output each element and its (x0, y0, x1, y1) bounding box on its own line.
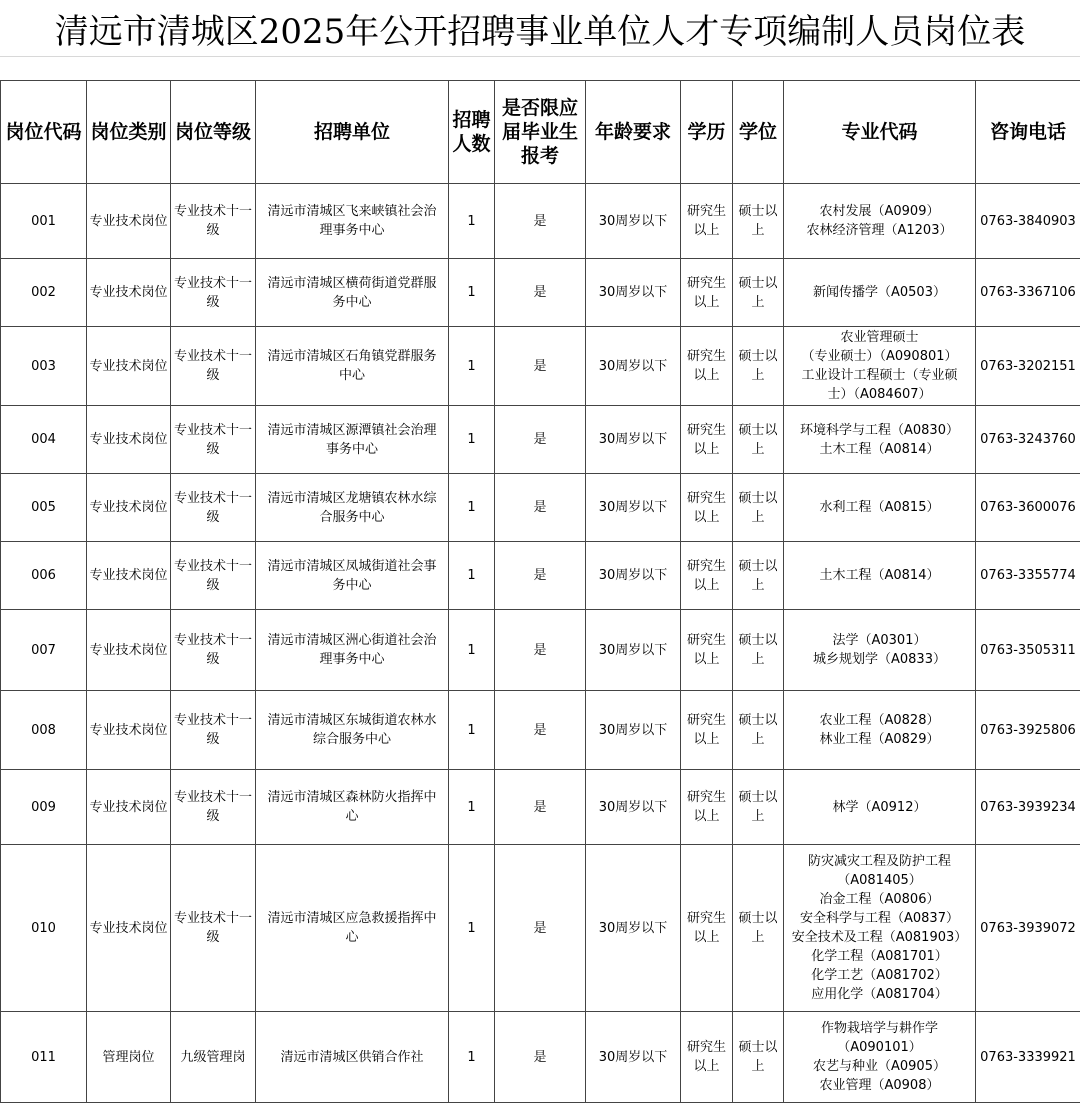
major-code-cell (784, 474, 976, 542)
position-level-cell: 专业技术十一级 (171, 542, 256, 610)
major-line: 农村发展（A0909） (786, 202, 973, 221)
major-code-cell (784, 406, 976, 474)
age-requirement-cell: 30周岁以下 (586, 845, 681, 1012)
hiring-unit-cell: 清远市清城区横荷街道党群服务中心 (256, 259, 449, 327)
headcount-cell: 1 (449, 845, 495, 1012)
major-code-cell (784, 184, 976, 259)
table-row (1, 542, 1080, 610)
headcount-cell: 1 (449, 327, 495, 406)
hiring-unit-cell: 清远市清城区石角镇党群服务中心 (256, 327, 449, 406)
major-line: 环境科学与工程（A0830） (786, 421, 973, 440)
position-code-cell: 010 (1, 845, 87, 1012)
phone-cell: 0763-3939072 (976, 845, 1080, 1012)
age-requirement-cell: 30周岁以下 (586, 610, 681, 691)
phone-cell: 0763-3600076 (976, 474, 1080, 542)
degree-cell: 硕士以上 (733, 845, 784, 1012)
col-header-fresh-graduate: 是否限应届毕业生报考 (495, 81, 586, 184)
position-category-cell: 专业技术岗位 (87, 845, 171, 1012)
major-line: 新闻传播学（A0503） (786, 283, 973, 302)
age-requirement-cell: 30周岁以下 (586, 184, 681, 259)
age-requirement-cell: 30周岁以下 (586, 406, 681, 474)
age-requirement-cell: 30周岁以下 (586, 770, 681, 845)
major-line: 安全技术及工程（A081903） (786, 928, 973, 947)
col-header-unit: 招聘单位 (256, 81, 449, 184)
major-code-cell (784, 327, 976, 406)
table-body (1, 184, 1080, 1103)
table-row (1, 259, 1080, 327)
position-code-cell: 001 (1, 184, 87, 259)
degree-cell: 硕士以上 (733, 406, 784, 474)
fresh-graduate-cell: 是 (495, 610, 586, 691)
degree-cell: 硕士以上 (733, 770, 784, 845)
phone-cell: 0763-3367106 (976, 259, 1080, 327)
col-header-major: 专业代码 (784, 81, 976, 184)
col-header-age: 年龄要求 (586, 81, 681, 184)
position-level-cell: 专业技术十一级 (171, 406, 256, 474)
degree-cell: 硕士以上 (733, 1012, 784, 1103)
fresh-graduate-cell: 是 (495, 1012, 586, 1103)
fresh-graduate-cell: 是 (495, 327, 586, 406)
table-row (1, 184, 1080, 259)
position-level-cell: 专业技术十一级 (171, 327, 256, 406)
headcount-cell: 1 (449, 259, 495, 327)
hiring-unit-cell: 清远市清城区应急救援指挥中心 (256, 845, 449, 1012)
hiring-unit-cell: 清远市清城区龙塘镇农林水综合服务中心 (256, 474, 449, 542)
hiring-unit-cell: 清远市清城区森林防火指挥中心 (256, 770, 449, 845)
education-cell: 研究生以上 (681, 259, 733, 327)
age-requirement-cell: 30周岁以下 (586, 327, 681, 406)
degree-cell: 硕士以上 (733, 327, 784, 406)
position-level-cell: 专业技术十一级 (171, 770, 256, 845)
age-requirement-cell: 30周岁以下 (586, 474, 681, 542)
fresh-graduate-cell: 是 (495, 845, 586, 1012)
education-cell: 研究生以上 (681, 542, 733, 610)
page-title: 清远市清城区2025年公开招聘事业单位人才专项编制人员岗位表 (0, 0, 1080, 56)
major-line: 安全科学与工程（A0837） (786, 909, 973, 928)
major-line: 法学（A0301） (786, 631, 973, 650)
fresh-graduate-cell: 是 (495, 259, 586, 327)
position-code-cell: 008 (1, 691, 87, 770)
age-requirement-cell: 30周岁以下 (586, 542, 681, 610)
position-category-cell: 专业技术岗位 (87, 259, 171, 327)
table-row (1, 770, 1080, 845)
phone-cell: 0763-3939234 (976, 770, 1080, 845)
headcount-cell: 1 (449, 184, 495, 259)
position-category-cell: 专业技术岗位 (87, 474, 171, 542)
position-category-cell: 管理岗位 (87, 1012, 171, 1103)
headcount-cell: 1 (449, 542, 495, 610)
hiring-unit-cell: 清远市清城区源潭镇社会治理事务中心 (256, 406, 449, 474)
fresh-graduate-cell: 是 (495, 770, 586, 845)
education-cell: 研究生以上 (681, 406, 733, 474)
headcount-cell: 1 (449, 406, 495, 474)
degree-cell: 硕士以上 (733, 474, 784, 542)
position-code-cell: 004 (1, 406, 87, 474)
position-level-cell: 专业技术十一级 (171, 845, 256, 1012)
major-line: 士）（A084607） (786, 385, 973, 404)
age-requirement-cell: 30周岁以下 (586, 1012, 681, 1103)
table-row (1, 327, 1080, 406)
headcount-cell: 1 (449, 610, 495, 691)
major-line: （A090101） (786, 1038, 973, 1057)
position-category-cell: 专业技术岗位 (87, 406, 171, 474)
major-line: （专业硕士）（A090801） (786, 347, 973, 366)
fresh-graduate-cell: 是 (495, 691, 586, 770)
table-row (1, 691, 1080, 770)
position-category-cell: 专业技术岗位 (87, 691, 171, 770)
position-code-cell: 009 (1, 770, 87, 845)
position-code-cell: 006 (1, 542, 87, 610)
degree-cell: 硕士以上 (733, 259, 784, 327)
hiring-unit-cell: 清远市清城区东城街道农林水综合服务中心 (256, 691, 449, 770)
position-code-cell: 007 (1, 610, 87, 691)
phone-cell: 0763-3339921 (976, 1012, 1080, 1103)
fresh-graduate-cell: 是 (495, 542, 586, 610)
major-code-cell (784, 259, 976, 327)
position-category-cell: 专业技术岗位 (87, 542, 171, 610)
education-cell: 研究生以上 (681, 184, 733, 259)
degree-cell: 硕士以上 (733, 691, 784, 770)
degree-cell: 硕士以上 (733, 610, 784, 691)
headcount-cell: 1 (449, 691, 495, 770)
phone-cell: 0763-3355774 (976, 542, 1080, 610)
position-level-cell: 专业技术十一级 (171, 610, 256, 691)
table-row (1, 474, 1080, 542)
col-header-degree: 学位 (733, 81, 784, 184)
major-line: 化学工程（A081701） (786, 947, 973, 966)
major-line: （A081405） (786, 871, 973, 890)
col-header-education: 学历 (681, 81, 733, 184)
major-line: 城乡规划学（A0833） (786, 650, 973, 669)
major-line: 农林经济管理（A1203） (786, 221, 973, 240)
major-line: 农业工程（A0828） (786, 711, 973, 730)
phone-cell: 0763-3925806 (976, 691, 1080, 770)
table-row (1, 845, 1080, 1012)
position-code-cell: 005 (1, 474, 87, 542)
major-code-cell (784, 691, 976, 770)
header-row (1, 81, 1080, 184)
age-requirement-cell: 30周岁以下 (586, 259, 681, 327)
position-level-cell: 专业技术十一级 (171, 474, 256, 542)
position-code-cell: 011 (1, 1012, 87, 1103)
phone-cell: 0763-3202151 (976, 327, 1080, 406)
col-header-count: 招聘人数 (449, 81, 495, 184)
position-category-cell: 专业技术岗位 (87, 610, 171, 691)
position-level-cell: 专业技术十一级 (171, 184, 256, 259)
hiring-unit-cell: 清远市清城区凤城街道社会事务中心 (256, 542, 449, 610)
position-category-cell: 专业技术岗位 (87, 184, 171, 259)
major-code-cell (784, 610, 976, 691)
position-code-cell: 002 (1, 259, 87, 327)
positions-table (0, 80, 1080, 1103)
hiring-unit-cell: 清远市清城区供销合作社 (256, 1012, 449, 1103)
degree-cell: 硕士以上 (733, 184, 784, 259)
age-requirement-cell: 30周岁以下 (586, 691, 681, 770)
education-cell: 研究生以上 (681, 691, 733, 770)
hiring-unit-cell: 清远市清城区洲心街道社会治理事务中心 (256, 610, 449, 691)
major-line: 农艺与种业（A0905） (786, 1057, 973, 1076)
major-code-cell (784, 542, 976, 610)
table-row (1, 1012, 1080, 1103)
education-cell: 研究生以上 (681, 770, 733, 845)
phone-cell: 0763-3505311 (976, 610, 1080, 691)
headcount-cell: 1 (449, 770, 495, 845)
major-line: 土木工程（A0814） (786, 440, 973, 459)
fresh-graduate-cell: 是 (495, 184, 586, 259)
position-level-cell: 九级管理岗 (171, 1012, 256, 1103)
education-cell: 研究生以上 (681, 610, 733, 691)
major-line: 农业管理（A0908） (786, 1076, 973, 1095)
title-spacer (0, 56, 1080, 81)
headcount-cell: 1 (449, 474, 495, 542)
education-cell: 研究生以上 (681, 474, 733, 542)
major-code-cell (784, 770, 976, 845)
position-code-cell: 003 (1, 327, 87, 406)
education-cell: 研究生以上 (681, 845, 733, 1012)
table-row (1, 610, 1080, 691)
position-level-cell: 专业技术十一级 (171, 691, 256, 770)
major-line: 土木工程（A0814） (786, 566, 973, 585)
col-header-phone: 咨询电话 (976, 81, 1080, 184)
position-category-cell: 专业技术岗位 (87, 770, 171, 845)
col-header-level: 岗位等级 (171, 81, 256, 184)
degree-cell: 硕士以上 (733, 542, 784, 610)
major-line: 林学（A0912） (786, 798, 973, 817)
major-line: 应用化学（A081704） (786, 985, 973, 1004)
major-line: 化学工艺（A081702） (786, 966, 973, 985)
major-line: 冶金工程（A0806） (786, 890, 973, 909)
phone-cell: 0763-3243760 (976, 406, 1080, 474)
hiring-unit-cell: 清远市清城区飞来峡镇社会治理事务中心 (256, 184, 449, 259)
position-category-cell: 专业技术岗位 (87, 327, 171, 406)
major-code-cell (784, 1012, 976, 1103)
major-line: 农业管理硕士 (786, 328, 973, 347)
major-line: 防灾减灾工程及防护工程 (786, 852, 973, 871)
education-cell: 研究生以上 (681, 1012, 733, 1103)
fresh-graduate-cell: 是 (495, 406, 586, 474)
major-line: 林业工程（A0829） (786, 730, 973, 749)
headcount-cell: 1 (449, 1012, 495, 1103)
major-line: 水利工程（A0815） (786, 498, 973, 517)
fresh-graduate-cell: 是 (495, 474, 586, 542)
table-row (1, 406, 1080, 474)
col-header-code: 岗位代码 (1, 81, 87, 184)
phone-cell: 0763-3840903 (976, 184, 1080, 259)
major-code-cell (784, 845, 976, 1012)
col-header-category: 岗位类别 (87, 81, 171, 184)
major-line: 工业设计工程硕士（专业硕 (786, 366, 973, 385)
position-level-cell: 专业技术十一级 (171, 259, 256, 327)
education-cell: 研究生以上 (681, 327, 733, 406)
major-line: 作物栽培学与耕作学 (786, 1019, 973, 1038)
